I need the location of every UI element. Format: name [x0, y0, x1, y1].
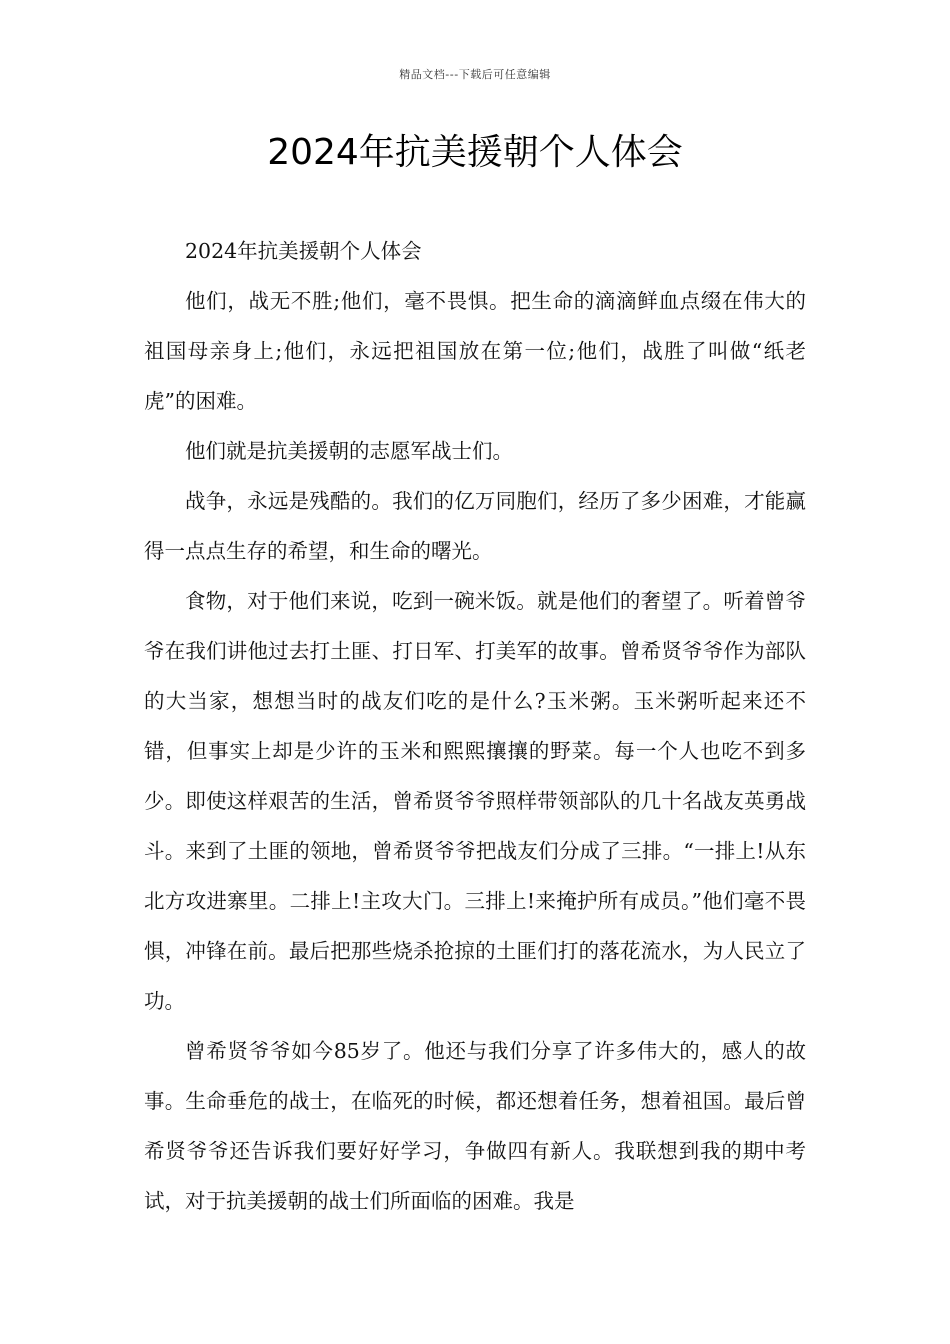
paragraph: 他们，战无不胜;他们，毫不畏惧。把生命的滴滴鲜血点缀在伟大的祖国母亲身上;他们，永远把祖国放在第一位;他们，战胜了叫做“纸老虎”的困难。 [144, 289, 806, 413]
paragraph: 战争，永远是残酷的。我们的亿万同胞们，经历了多少困难，才能赢得一点点生存的希望，和生命的曙光。 [144, 489, 806, 563]
paragraph: 2024年抗美援朝个人体会 [185, 239, 422, 263]
paragraph: 食物，对于他们来说，吃到一碗米饭。就是他们的奢望了。听着曾爷爷在我们讲他过去打土匪、打日军、打美军的故事。曾希贤爷爷作为部队的大当家，想想当时的战友们吃的是什么?玉米粥。玉米粥听起来还不错，但事实上却是少许的玉米和熙熙攘攘的野菜。每一个人也吃不到多少。即使这样艰苦的生活，曾希贤爷爷照样带领部队的几十名战友英勇战斗。来到了土匪的领地，曾希贤爷爷把战友们分成了三排。“一排上!从东北方攻进寨里。二排上!主攻大门。三排上!来掩护所有成员。”他们毫不畏惧，冲锋在前。最后把那些烧杀抢掠的土匪们打的落花流水，为人民立了功。 [144, 589, 806, 1013]
document-title: 2024年抗美援朝个人体会 [267, 132, 683, 173]
document-body [144, 226, 806, 1226]
header-note: 精品文档---下载后可任意编辑 [399, 68, 551, 81]
paragraph: 他们就是抗美援朝的志愿军战士们。 [185, 439, 513, 463]
paragraph: 曾希贤爷爷如今85岁了。他还与我们分享了许多伟大的，感人的故事。生命垂危的战士，在临死的时候，都还想着任务，想着祖国。最后曾希贤爷爷还告诉我们要好好学习，争做四有新人。我联想到我的期中考试，对于抗美援朝的战士们所面临的困难。我是 [144, 1039, 806, 1213]
